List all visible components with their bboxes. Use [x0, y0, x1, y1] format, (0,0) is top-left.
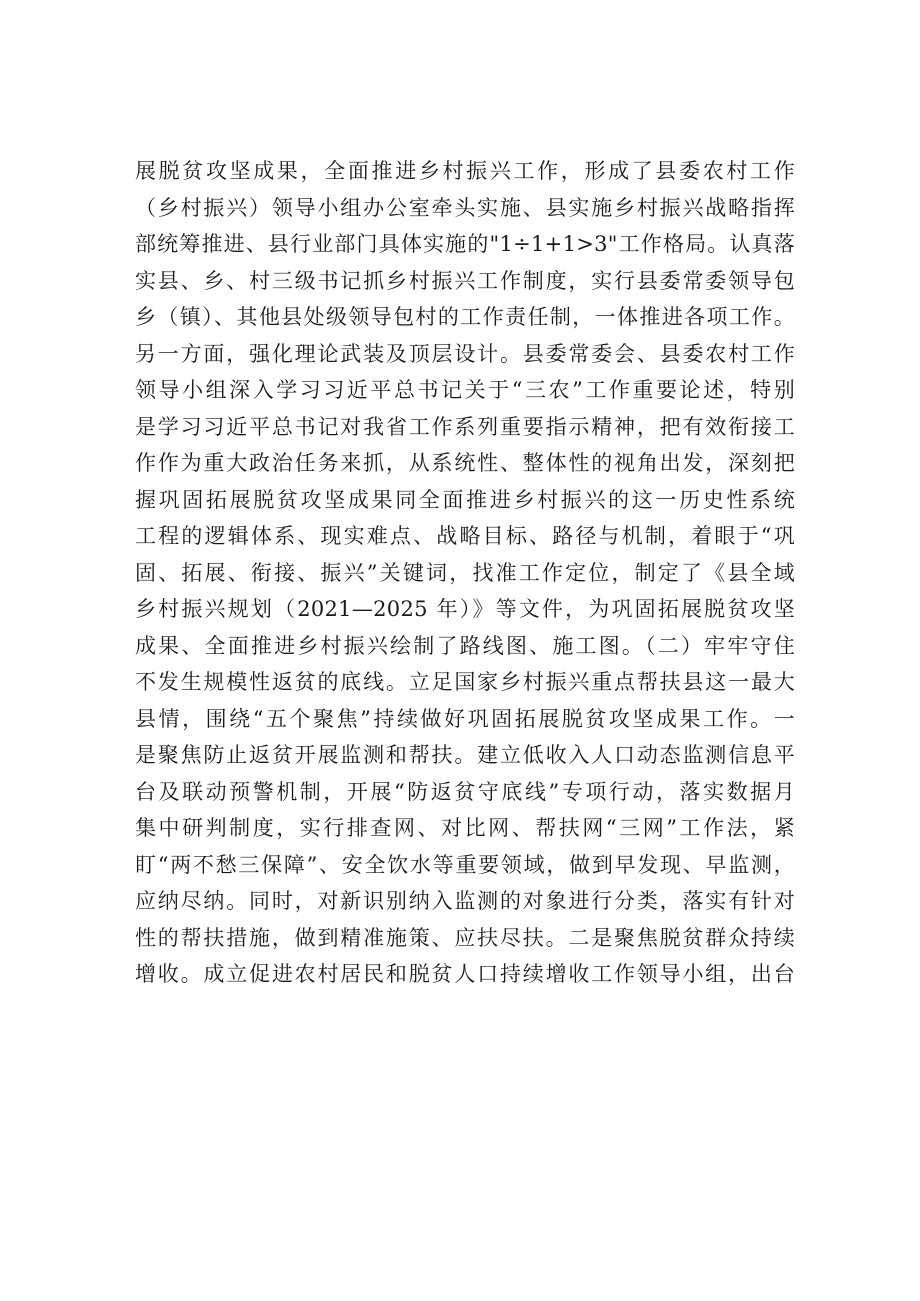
text-line: 不发生规模性返贫的底线。立足国家乡村振兴重点帮扶县这一最大 — [135, 670, 795, 694]
text-line: 部统筹推进、县行业部门具体实施的"1÷1+1>3"工作格局。认真落 — [135, 232, 795, 256]
text-line: 集中研判制度，实行排查网、对比网、帮扶网“三网”工作法，紧 — [135, 816, 795, 840]
text-line: 是学习习近平总书记对我省工作系列重要指示精神，把有效衔接工 — [135, 414, 795, 439]
text-line: 固、拓展、衔接、振兴”关键词，找准工作定位，制定了《县全域 — [135, 560, 795, 585]
text-line: 是聚焦防止返贫开展监测和帮扶。建立低收入人口动态监测信息平 — [135, 743, 795, 767]
text-line: 盯“两不愁三保障”、安全饮水等重要领域，做到早发现、早监测， — [135, 852, 795, 877]
text-line: 性的帮扶措施，做到精准施策、应扶尽扶。二是聚焦脱贫群众持续 — [135, 925, 795, 950]
text-line: （乡村振兴）领导小组办公室牵头实施、县实施乡村振兴战略指挥 — [135, 195, 795, 220]
text-line: 应纳尽纳。同时，对新识别纳入监测的对象进行分类，落实有针对 — [135, 889, 795, 913]
body-paragraph — [135, 153, 795, 993]
text-line: 领导小组深入学习习近平总书记关于“三农”工作重要论述，特别 — [135, 378, 795, 402]
text-line: 另一方面，强化理论武装及顶层设计。县委常委会、县委农村工作 — [135, 341, 795, 366]
text-line: 乡（镇）、其他县处级领导包村的工作责任制，一体推进各项工作。 — [135, 305, 795, 329]
text-line: 增收。成立促进农村居民和脱贫人口持续增收工作领导小组，出台 — [135, 962, 795, 986]
text-line: 县情，围绕“五个聚焦”持续做好巩固拓展脱贫攻坚成果工作。一 — [135, 706, 795, 731]
text-line: 乡村振兴规划（2021—2025 年）》等文件，为巩固拓展脱贫攻坚 — [135, 597, 795, 621]
text-line: 展脱贫攻坚成果，全面推进乡村振兴工作，形成了县委农村工作 — [135, 159, 795, 183]
text-line: 作作为重大政治任务来抓，从系统性、整体性的视角出发，深刻把 — [135, 451, 795, 475]
text-line: 工程的逻辑体系、现实难点、战略目标、路径与机制，着眼于“巩 — [135, 524, 795, 548]
text-line: 握巩固拓展脱贫攻坚成果同全面推进乡村振兴的这一历史性系统 — [135, 487, 795, 512]
text-line: 成果、全面推进乡村振兴绘制了路线图、施工图。（二）牢牢守住 — [135, 633, 795, 658]
text-line: 实县、乡、村三级书记抓乡村振兴工作制度，实行县委常委领导包 — [135, 268, 795, 293]
text-line: 台及联动预警机制，开展“防返贫守底线”专项行动，落实数据月 — [135, 779, 795, 804]
